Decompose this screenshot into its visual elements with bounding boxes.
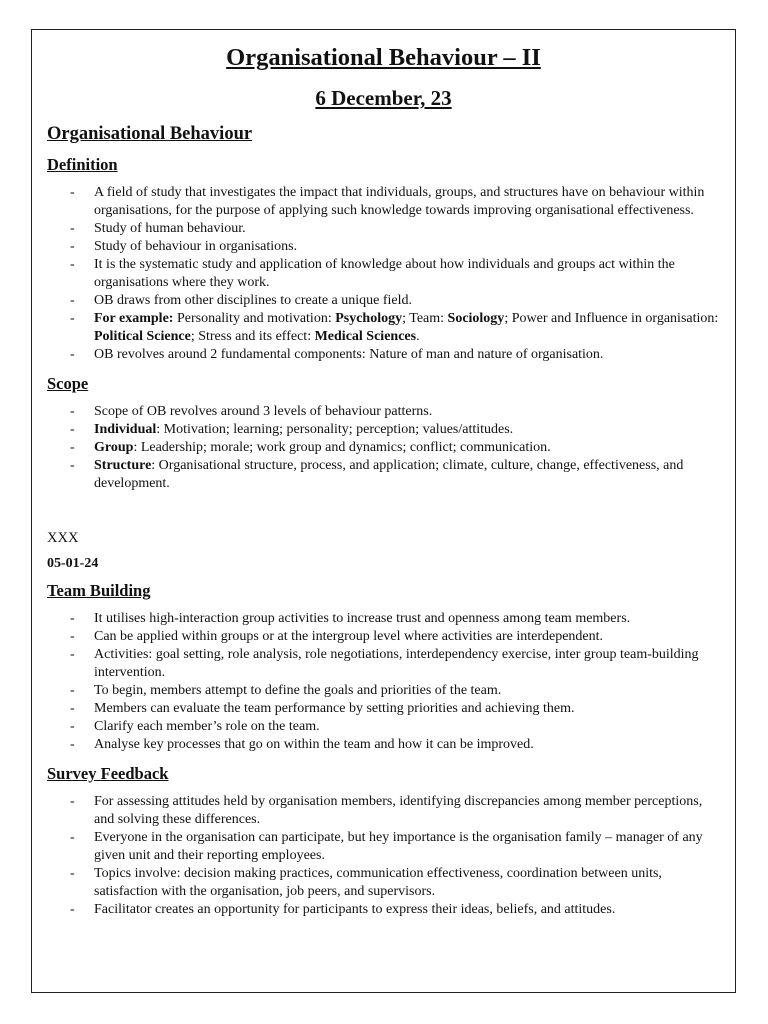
separator-text: XXX [47,530,79,546]
list-item: - To begin, members attempt to define the goals and priorities of the team. [47,682,721,700]
list-item: - A field of study that investigates the impact that individuals, groups, and structures have on behaviour within organisations, for the purpose of applying such knowledge towards improving organisational effectiveness. [47,184,721,220]
list-item: - Everyone in the organisation can participate, but hey importance is the organisation family – manager of any given unit and their reporting employees. [47,829,721,865]
level-text: : Leadership; morale; work group and dynamics; conflict; communication. [133,440,551,455]
scope-list [47,403,721,493]
list-item: - It utilises high-interaction group activities to increase trust and openness among team members. [47,610,721,628]
entry-date: 05-01-24 [47,556,99,571]
definition-list [47,184,721,364]
example-discipline: Psychology [335,311,403,326]
list-item: - Topics involve: decision making practices, communication effectiveness, coordination between units, satisfaction with the organisation, job peers, and supervisors. [47,865,721,901]
example-text: ; Team: [402,311,448,326]
list-item: - Analyse key processes that go on within the team and how it can be improved. [47,736,721,754]
list-item-example [47,310,721,346]
level-text: : Organisational structure, process, and application; climate, culture, change, effectiveness, and development. [94,458,684,491]
list-item [47,457,721,493]
level-text: : Motivation; learning; personality; perception; values/attitudes. [156,422,514,437]
survey-feedback-heading: Survey Feedback [47,764,169,783]
list-item: - Study of human behaviour. [47,220,721,238]
example-text: ; Power and Influence in organisation: [504,311,719,326]
list-item: - For assessing attitudes held by organisation members, identifying discrepancies among member perceptions, and solving these differences. [47,793,721,829]
list-item [47,421,721,439]
list-item: - Can be applied within groups or at the intergroup level where activities are interdependent. [47,628,721,646]
example-text: Personality and motivation: [173,311,336,326]
document-body [47,122,721,919]
example-label: For example: [94,311,174,326]
level-label: Structure [94,458,152,473]
list-item: - OB draws from other disciplines to create a unique field. [47,292,721,310]
definition-heading: Definition [47,155,118,174]
list-item: - It is the systematic study and application of knowledge about how individuals and groups act within the organisations where they work. [47,256,721,292]
page-date: 6 December, 23 [315,86,452,110]
list-item: - OB revolves around 2 fundamental components: Nature of man and nature of organisation. [47,346,721,364]
list-item: - Facilitator creates an opportunity for participants to express their ideas, beliefs, and attitudes. [47,901,721,919]
example-text: ; Stress and its effect: [190,329,315,344]
survey-feedback-list [47,793,721,919]
list-item: - Clarify each member’s role on the team. [47,718,721,736]
team-building-heading: Team Building [47,581,151,600]
level-label: Individual [94,422,157,437]
list-item: - Members can evaluate the team performance by setting priorities and achieving them. [47,700,721,718]
example-discipline: Medical Sciences [314,329,417,344]
scope-heading: Scope [47,374,89,393]
example-discipline: Political Science [94,329,191,344]
list-item: - Study of behaviour in organisations. [47,238,721,256]
example-text: . [416,329,420,344]
example-discipline: Sociology [447,311,505,326]
team-building-list [47,610,721,754]
list-item [47,439,721,457]
level-label: Group [94,440,134,455]
document-page [31,29,736,993]
list-item: - Activities: goal setting, role analysis, role negotiations, interdependency exercise, inter group team-building intervention. [47,646,721,682]
section-heading: Organisational Behaviour [47,124,253,144]
list-item: - Scope of OB revolves around 3 levels of behaviour patterns. [47,403,721,421]
page-title: Organisational Behaviour – II [226,44,541,71]
